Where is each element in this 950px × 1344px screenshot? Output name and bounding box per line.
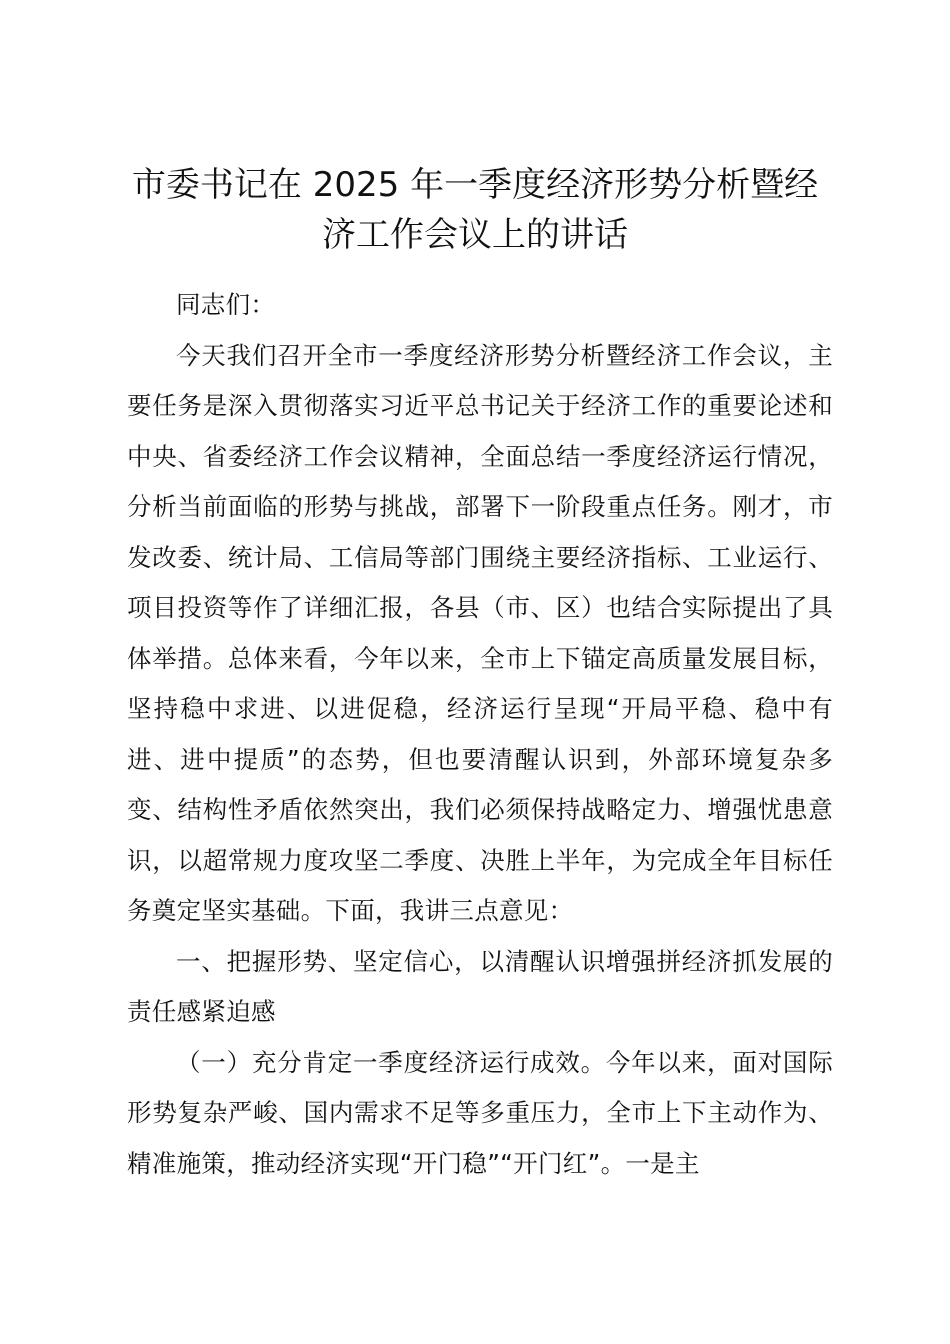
intro-paragraph: 今天我们召开全市一季度经济形势分析暨经济工作会议，主要任务是深入贯彻落实习近平总书记关于经济工作的重要论述和中央、省委经济工作会议精神，全面总结一季度经济运行情况，分析当前面临的形势与挑战，部署下一阶段重点任务。刚才，市发改委、统计局、工信局等部门围绕主要经济指标、工业运行、项目投资等作了详细汇报，各县（市、区）也结合实际提出了具体举措。总体来看，今年以来，全市上下锚定高质量发展目标，坚持稳中求进、以进促稳，经济运行呈现“开局平稳、稳中有进、进中提质”的态势，但也要清醒认识到，外部环境复杂多变、结构性矛盾依然突出，我们必须保持战略定力、增强忧患意识，以超常规力度攻坚二季度、决胜上半年，为完成全年目标任务奠定坚实基础。下面，我讲三点意见： (127, 340, 833, 925)
document-title (120, 160, 830, 260)
title-line-1: 市委书记在 2025 年一季度经济形势分析暨经 (131, 165, 819, 205)
sub-paragraph-1: （一）充分肯定一季度经济运行成效。今年以来，面对国际形势复杂严峻、国内需求不足等多重压力，全市上下主动作为、精准施策，推动经济实现“开门稳”“开门红”。一是主 (127, 1047, 833, 1178)
salutation: 同志们： (176, 290, 276, 319)
document-body (127, 280, 833, 1189)
title-line-2: 济工作会议上的讲话 (322, 215, 628, 255)
section-heading-1: 一、把握形势、坚定信心，以清醒认识增强拼经济抓发展的责任感紧迫感 (127, 946, 833, 1026)
